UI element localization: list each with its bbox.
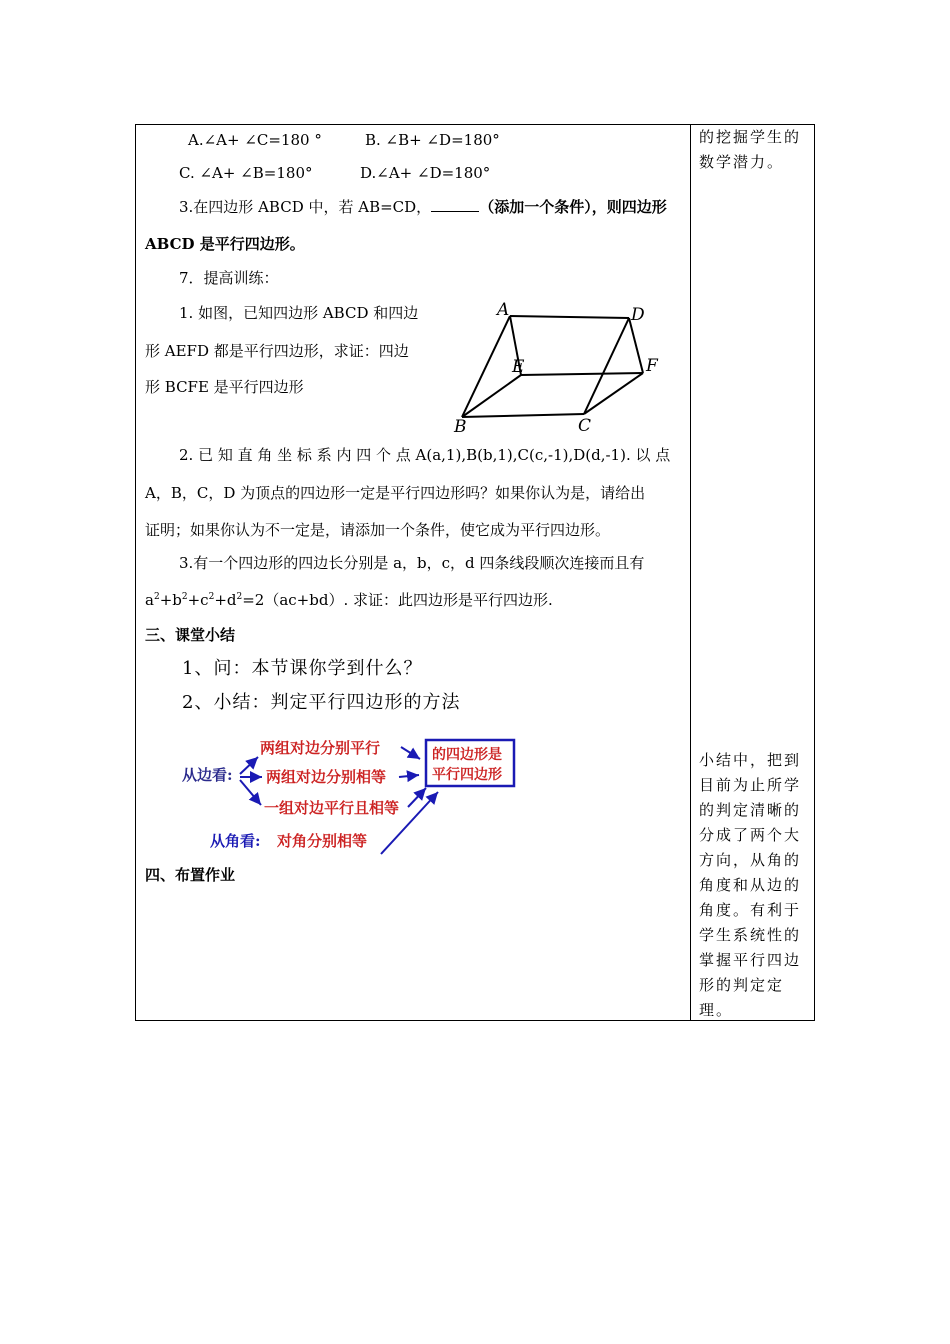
edge-bc (462, 414, 584, 417)
summary-question: 1、问：本节课你学到什么？ (182, 658, 423, 679)
column-divider (690, 125, 691, 1020)
problem-3-line2 (145, 590, 553, 610)
option-b: B. ∠B+ ∠D=180° (365, 131, 500, 149)
section-3-heading: 三、课堂小结 (145, 626, 236, 644)
criterion-opposite-sides-parallel: 两组对边分别平行 (260, 739, 381, 757)
question-3-suffix: （添加一个条件），则四边形 (479, 198, 667, 216)
question-3-prefix: 3.在四边形 ABCD 中，若 AB=CD， (179, 198, 432, 216)
side-note-potential: 的挖掘学生的数学潜力。 (699, 128, 802, 171)
arrow-to-item3 (240, 780, 261, 805)
problem-2-line3: 证明；如果你认为不一定是，请添加一个条件，使它成为平行四边形。 (145, 521, 611, 539)
term-c: +c (187, 591, 209, 609)
term-d: +d (214, 591, 237, 609)
label-e: E (512, 357, 525, 377)
summary-diagram (176, 725, 536, 857)
problem-1-line3: 形 BCFE 是平行四边形 (145, 378, 304, 396)
section-7-heading: 7．提高训练： (179, 269, 279, 287)
edge-ab (462, 316, 510, 417)
edge-eb (462, 375, 521, 417)
side-note-summary: 小结中，把到目前为止所学的判定清晰的分成了两个大方向，从角的角度和从边的角度。有利于学生系统性的掌握平行四边形的判定定理。 (699, 751, 802, 1019)
parallelogram-figure (451, 299, 676, 435)
criterion-opposite-angles-equal: 对角分别相等 (277, 832, 368, 850)
from-angle-label: 从角看: (210, 832, 261, 850)
arrow-item3-to-result (408, 788, 426, 807)
option-d: D.∠A+ ∠D=180° (360, 164, 491, 182)
arrow-item2-to-result (399, 775, 419, 777)
edge-ef (521, 373, 643, 375)
lesson-plan-table (135, 124, 815, 1021)
label-a: A (497, 300, 510, 320)
edge-ad (510, 316, 629, 318)
arrow-item1-to-result (401, 747, 420, 759)
question-3-line2: ABCD 是平行四边形。 (145, 235, 305, 253)
problem-1-line2: 形 AEFD 都是平行四边形，求证：四边 (145, 342, 409, 360)
answer-blank (431, 197, 479, 212)
term-b: +b (159, 591, 182, 609)
term-rest: =2（ac+bd）. 求证：此四边形是平行四边形. (242, 591, 553, 609)
term-a: a (145, 591, 154, 609)
problem-2-line1: 2. 已 知 直 角 坐 标 系 内 四 个 点 A(a,1),B(b,1),C(c,-1),D(d,-1). 以 点 (179, 446, 671, 464)
option-a: A.∠A+ ∠C=180 ° (188, 131, 322, 149)
problem-2-line2: A，B，C，D 为顶点的四边形一定是平行四边形吗？如果你认为是，请给出 (145, 484, 646, 502)
problem-1-line1: 1. 如图，已知四边形 ABCD 和四边 (179, 304, 419, 322)
label-d: D (631, 305, 645, 325)
result-line1: 的四边形是 (432, 747, 502, 763)
exp: 2 (153, 592, 160, 602)
section-4-heading: 四、布置作业 (145, 866, 236, 884)
exp: 2 (208, 592, 215, 602)
edge-dc (584, 318, 629, 414)
question-3-line1 (179, 197, 667, 217)
edge-df (629, 318, 643, 373)
problem-3-line1: 3.有一个四边形的四边长分别是 a，b，c，d 四条线段顺次连接而且有 (179, 554, 645, 572)
label-c: C (578, 416, 592, 435)
summary-method: 2、小结：判定平行四边形的方法 (182, 692, 461, 713)
result-line2: 平行四边形 (432, 767, 502, 783)
option-c: C. ∠A+ ∠B=180° (179, 164, 313, 182)
label-f: F (646, 356, 658, 376)
from-side-label: 从边看: (182, 766, 233, 784)
arrow-to-item1 (240, 757, 258, 774)
criterion-opposite-sides-equal: 两组对边分别相等 (266, 768, 387, 786)
exp: 2 (181, 592, 188, 602)
label-b: B (454, 417, 467, 435)
exp: 2 (236, 592, 243, 602)
criterion-one-pair-parallel-equal: 一组对边平行且相等 (264, 799, 400, 817)
